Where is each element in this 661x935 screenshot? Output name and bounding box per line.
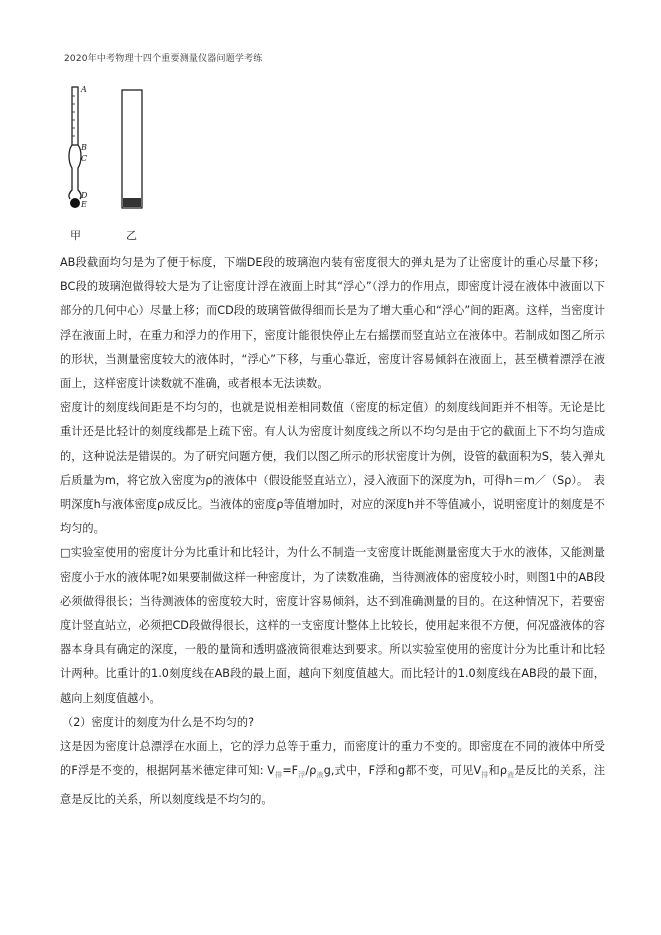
page-header-title: 2020年中考物理十四个重要测量仪器问题学考练 (64, 54, 263, 64)
sub-ye-1: 液 (316, 771, 324, 780)
marker-a: A (81, 85, 87, 94)
paragraph-lab-hydrometers: □实验室使用的密度计分为比重计和比轻计，为什么不制造一支密度计既能测量密度大于水的液体，又能测量密度小于水的液体呢?如果要制做这样一种密度计，为了读数准确，当待测液体的密度较小时，则图1中的AB段必须做得很长；当待测液体的密度较大时，密度计容易倾斜，达不到准确测量的目的。在这种情况下，若要密度计竖直站立，必须把CD段做得很长，这样的一支密度计整体上比较长，使用起来很不方便，何况盛液体的容器本身具有确定的深度，一般的量筒和透明盛液筒很难达到要求。所以实验室使用的密度计分为比重计和比轻计两种。比重计的1.0刻度线在AB段的最上面，越向下刻度值越大。而比轻计的1.0刻度线在AB段的最下面，越向上刻度值越小。 (60, 546, 605, 705)
paragraph-answer (60, 735, 605, 812)
figure-label-jia: 甲 (70, 229, 81, 242)
answer-text-b: =F (282, 764, 299, 778)
answer-text-d: g,式中，F浮和g都不变，可见V (323, 764, 482, 778)
hydrometer-figure (62, 82, 202, 247)
answer-text-c: /ρ (305, 764, 317, 778)
paragraph-scale-uneven: 密度计的刻度线间距是不均匀的，也就是说相差相同数值（密度的标定值）的刻度线间距并不相等。无论是比重计还是比轻计的刻度线都是上疏下密。有人认为密度计刻度线之所以不均匀是由于它的截面上下不均匀造成的，这种说法是错误的。为了研究问题方便，我们以图乙所示的形状密度计为例，设管的截面积为S，装入弹丸后质量为m，将它放入密度为ρ的液体中（假设能竖直站立），浸入液面下的深度为h，可得h＝m／（Sρ）。 表明深度h与液体密度ρ成反比。当液体的密度ρ等值增加时，对应的深度h并不等值减小，说明密度计的刻度是不均匀的。 (60, 401, 605, 536)
sub-ye-2: 液 (506, 771, 515, 780)
answer-text-f: 是反比的关系，注意是反比的关系，所以刻度线是不均匀的。 (60, 764, 606, 806)
sub-pai-2: 排 (481, 771, 489, 780)
marker-e: E (81, 200, 87, 209)
figure-label-yi: 乙 (126, 229, 137, 242)
marker-d: D (81, 191, 88, 200)
article-body (60, 251, 605, 812)
hydrometer-bulb-bc (69, 145, 81, 199)
marker-c: C (81, 154, 88, 163)
paragraph-structure: AB段截面均匀是为了便于标度，下端DE段的玻璃泡内装有密度很大的弹丸是为了让密度计的重心尽量下移；BC段的玻璃泡做得较大是为了让密度计浮在液面上时其“浮心”（浮力的作用点，即密度计浸在液体中液面以下部分的几何中心）尽量上移；而CD段的玻璃管做得细而长是为了增大重心和“浮心”间的距离。这样，当密度计浮在液面上时，在重力和浮力的作用下，密度计能很快停止左右摇摆而竖直站立在液体中。若制成如图乙所示的形状，当测量密度较大的液体时，“浮心”下移，与重心靠近，密度计容易倾斜在液面上，甚至横着漂浮在液面上，这样密度计读数就不准确，或者根本无法读数。 (60, 256, 605, 391)
hydrometer-diagram (62, 82, 202, 232)
question-heading: （2）密度计的刻度为什么是不均匀的? (62, 715, 255, 729)
marker-b: B (81, 143, 87, 152)
hydrometer-ballast-de (70, 198, 80, 208)
sub-pai-1: 排 (274, 771, 283, 780)
tube-b-body (122, 90, 142, 208)
answer-text-e: 和ρ (488, 764, 507, 778)
tube-b-ballast (123, 198, 141, 207)
sub-fu: 浮 (298, 771, 306, 780)
answer-text-a: 这是因为密度计总漂浮在水面上，它的浮力总等于重力，而密度计的重力不变的。即密度在不同的液体中所受的F浮是不变的，根据阿基米德定律可知: V (60, 740, 605, 778)
